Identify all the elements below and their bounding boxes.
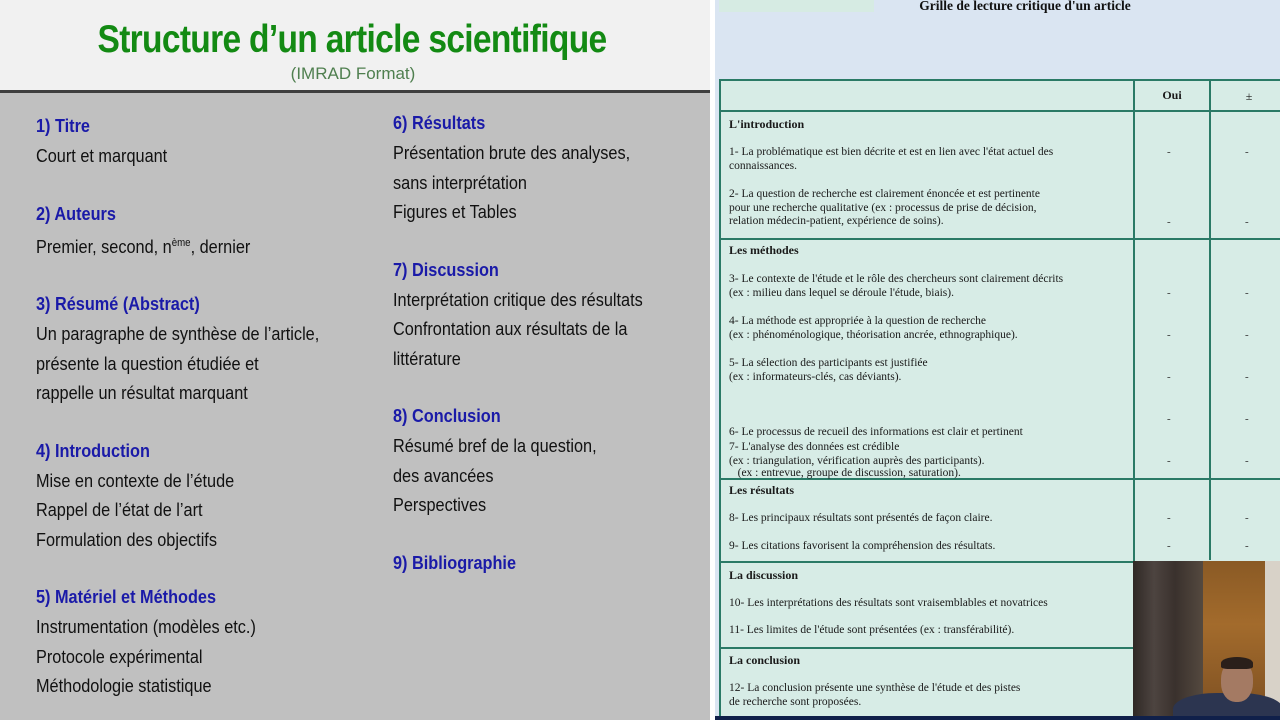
group-methodes: Les méthodes bbox=[729, 243, 799, 257]
cell-oui[interactable]: - bbox=[1167, 287, 1171, 299]
criterion-text bbox=[729, 315, 1018, 342]
cell-plusminus[interactable]: - bbox=[1245, 287, 1249, 299]
section-heading: 2) Auteurs bbox=[36, 202, 116, 224]
section-heading: 6) Résultats bbox=[393, 112, 486, 133]
section-line bbox=[36, 229, 319, 262]
section-line: Court et marquant bbox=[36, 145, 168, 166]
criterion-text bbox=[729, 273, 1063, 300]
criterion-line: 1- La problématique est bien décrite et est en lien avec l'état actuel des bbox=[729, 146, 1054, 158]
criterion-line: 12- La conclusion présente une synthèse de l'étude et des pistes bbox=[729, 682, 1021, 694]
criterion-text bbox=[729, 188, 1040, 229]
section-line: Rappel de l’état de l’art bbox=[36, 499, 203, 520]
group-conclusion: La conclusion bbox=[729, 653, 801, 667]
document-title: Grille de lecture critique d'un article bbox=[919, 0, 1131, 13]
superscript: ème bbox=[171, 236, 191, 249]
section-heading: 5) Matériel et Méthodes bbox=[36, 586, 217, 607]
section-line: Confrontation aux résultats de la bbox=[393, 318, 628, 339]
bottom-bar bbox=[715, 716, 1280, 720]
row-divider bbox=[721, 238, 1280, 240]
criterion-line: (ex : triangulation, vérification auprès des participants). bbox=[729, 454, 985, 467]
cell-oui[interactable]: - bbox=[1167, 329, 1171, 341]
column-header-plusminus: ± bbox=[1245, 89, 1253, 103]
criterion-line: (ex : milieu dans lequel se déroule l'étude, biais). bbox=[729, 286, 954, 299]
criterion-line: connaissances. bbox=[729, 159, 798, 172]
cell-oui[interactable]: - bbox=[1167, 216, 1171, 228]
criterion-line: 6- Le processus de recueil des informations est clair et pertinent bbox=[729, 426, 1023, 438]
row-divider bbox=[721, 110, 1280, 112]
cell-plusminus[interactable]: - bbox=[1245, 413, 1249, 425]
cell-plusminus[interactable]: - bbox=[1245, 455, 1249, 467]
section-line: présente la question étudiée et bbox=[36, 352, 259, 374]
criterion-line: 4- La méthode est appropriée à la question de recherche bbox=[729, 315, 987, 327]
section-methodes bbox=[36, 583, 358, 701]
row-divider bbox=[721, 647, 1135, 649]
criterion-line: 5- La sélection des participants est justifiée bbox=[729, 357, 928, 369]
cell-plusminus[interactable]: - bbox=[1245, 540, 1249, 552]
slide-left-column bbox=[36, 112, 358, 720]
criterion-line: (ex : entrevue, groupe de discussion, saturation). bbox=[729, 466, 961, 479]
section-discussion bbox=[393, 256, 677, 374]
group-introduction: L'introduction bbox=[729, 117, 805, 131]
section-bibliographie bbox=[393, 549, 677, 578]
section-line: Résumé bref de la question, bbox=[393, 435, 597, 456]
criterion-text: 8- Les principaux résultats sont présentés de façon claire. bbox=[729, 512, 993, 524]
section-line: Un paragraphe de synthèse de l’article, bbox=[36, 323, 320, 344]
section-introduction bbox=[36, 437, 358, 555]
cell-oui[interactable]: - bbox=[1167, 146, 1171, 158]
section-line: Formulation des objectifs bbox=[36, 528, 217, 550]
section-heading: 1) Titre bbox=[36, 115, 90, 136]
column-header-oui: Oui bbox=[1162, 88, 1182, 102]
group-resultats: Les résultats bbox=[729, 483, 794, 497]
section-line: Protocole expérimental bbox=[36, 645, 203, 667]
section-heading: 3) Résumé (Abstract) bbox=[36, 293, 200, 314]
presenter-hair bbox=[1221, 657, 1253, 669]
criterion-text: 11- Les limites de l'étude sont présentées (ex : transférabilité). bbox=[729, 624, 1015, 636]
criterion-line: 2- La question de recherche est clairement énoncée et est pertinente bbox=[729, 188, 1040, 200]
section-resume bbox=[36, 290, 358, 408]
section-titre bbox=[36, 112, 358, 171]
criterion-line: de recherche sont proposées. bbox=[729, 695, 862, 708]
criterion-line: (ex : phénoménologique, théorisation ancrée, ethnographique). bbox=[729, 328, 1018, 341]
criterion-text: 10- Les interprétations des résultats sont vraisemblables et novatrices bbox=[729, 597, 1048, 609]
section-line: littérature bbox=[393, 347, 461, 369]
criterion-line: (ex : informateurs-clés, cas déviants). bbox=[729, 370, 902, 383]
section-line: Méthodologie statistique bbox=[36, 675, 212, 696]
section-auteurs bbox=[36, 200, 358, 262]
section-conclusion bbox=[393, 402, 677, 520]
cell-plusminus[interactable]: - bbox=[1245, 146, 1249, 158]
section-line: Mise en contexte de l’étude bbox=[36, 469, 235, 491]
section-line: Instrumentation (modèles etc.) bbox=[36, 616, 256, 637]
cell-plusminus[interactable]: - bbox=[1245, 371, 1249, 383]
slide-right-column bbox=[393, 109, 677, 607]
criterion-line: relation médecin-patient, expérience de soins). bbox=[729, 215, 944, 227]
cell-plusminus[interactable]: - bbox=[1245, 216, 1249, 228]
group-discussion: La discussion bbox=[729, 568, 799, 582]
cell-oui[interactable]: - bbox=[1167, 413, 1171, 425]
criterion-text bbox=[729, 682, 1020, 709]
section-line: Figures et Tables bbox=[393, 201, 517, 222]
cell-plusminus[interactable]: - bbox=[1245, 512, 1249, 524]
criterion-text bbox=[729, 146, 1053, 173]
line-part: Premier, second, n bbox=[36, 235, 172, 257]
slide-header bbox=[0, 0, 710, 93]
cell-oui[interactable]: - bbox=[1167, 371, 1171, 383]
cell-plusminus[interactable]: - bbox=[1245, 329, 1249, 341]
criterion-line: pour une recherche qualitative (ex : processus de prise de décision, bbox=[729, 201, 1037, 214]
section-heading: 9) Bibliographie bbox=[393, 551, 517, 573]
criterion-text bbox=[729, 441, 984, 468]
criterion-line: 7- L'analyse des données est crédible bbox=[729, 441, 900, 453]
cell-oui[interactable]: - bbox=[1167, 540, 1171, 552]
criterion-line: 3- Le contexte de l'étude et le rôle des chercheurs sont clairement décrits bbox=[729, 273, 1064, 285]
section-line: rappelle un résultat marquant bbox=[36, 382, 248, 403]
slide-subtitle: (IMRAD Format) bbox=[290, 64, 416, 83]
cell-oui[interactable]: - bbox=[1167, 512, 1171, 524]
section-line: des avancées bbox=[393, 464, 494, 486]
slide-title: Structure d’un article scientifique bbox=[97, 18, 607, 61]
criterion-text: 9- Les citations favorisent la compréhension des résultats. bbox=[729, 540, 996, 552]
criterion-text bbox=[729, 357, 928, 384]
section-heading: 8) Conclusion bbox=[393, 405, 501, 426]
section-heading: 4) Introduction bbox=[36, 439, 150, 461]
section-line: Perspectives bbox=[393, 494, 487, 515]
cell-oui[interactable]: - bbox=[1167, 455, 1171, 467]
section-line: Interprétation critique des résultats bbox=[393, 288, 643, 310]
line-part: , dernier bbox=[190, 235, 251, 257]
webcam-video bbox=[1133, 561, 1280, 720]
column-divider bbox=[1209, 81, 1211, 560]
section-line: Présentation brute des analyses, bbox=[393, 142, 631, 163]
section-heading: 7) Discussion bbox=[393, 258, 499, 280]
section-resultats bbox=[393, 109, 677, 227]
section-line: sans interprétation bbox=[393, 171, 527, 193]
